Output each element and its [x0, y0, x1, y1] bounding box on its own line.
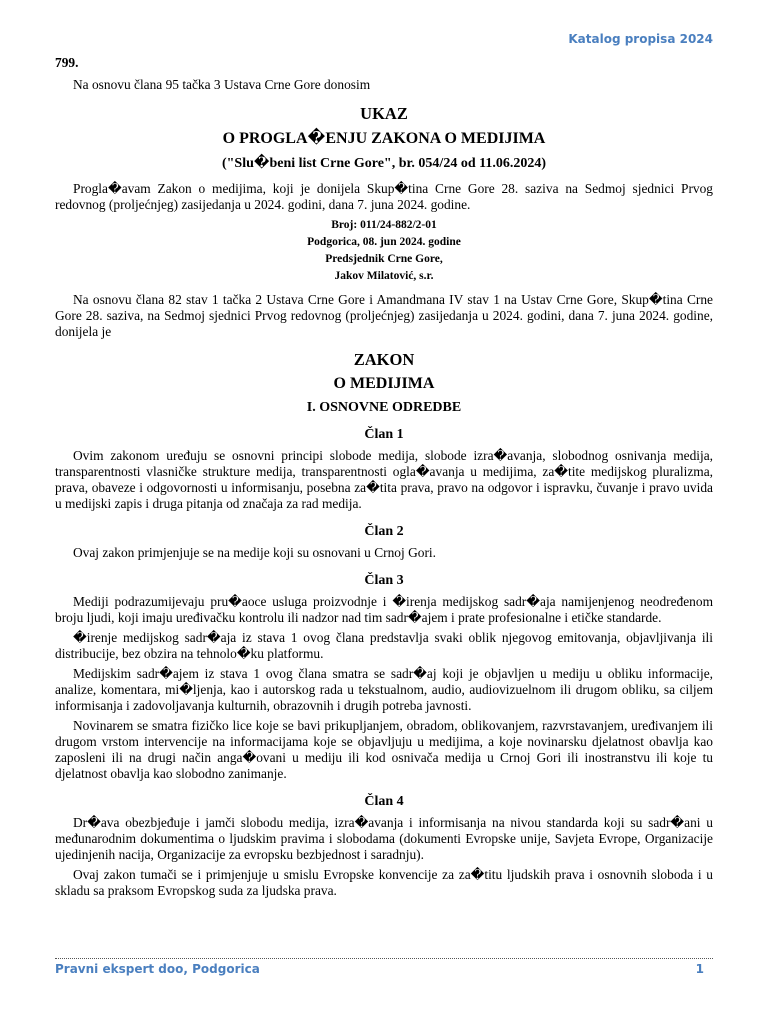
- intro-paragraph: Na osnovu člana 95 tačka 3 Ustava Crne Gore donosim: [73, 77, 371, 92]
- article-3-paragraph-3: Medijskim sadr�ajem iz stava 1 ovog člana smatra se sadr�aj koji je objavljen u mediju u obliku informacije, analize, komentara, mi�ljenja, kao i autorskog rada u tekstualnom, audio, audiovizuelnom ili drugom obliku, sa ciljem informisanja i zadovoljavanja kulturnih, obrazovnih i drugih potreba javnosti.: [55, 666, 713, 713]
- footer-page-number: 1: [695, 962, 704, 976]
- article-3-paragraph-1: Mediji podrazumijevaju pru�aoce usluga proizvodnje i �irenja medijskog sadr�aja namijenjenog neodređenom broju ljudi, koji imaju uređivačku kontrolu ili nadzor nad tim sadr�ajem i prate profesionalne i etičke standarde.: [55, 594, 713, 625]
- article-3-paragraph-4: Novinarem se smatra fizičko lice koje se bavi prikupljanjem, obradom, oblikovanjem, razvrstavanjem, uređivanjem ili drugom vrstom intervencije na informacijama koje se objavljuju u medijima, a koje novinarsku djelatnost obavlja kao zaposleni ili na drugi način anga�ovani u mediju ili kod osnivača medija u Crnoj Gori ili inostranstvu ili koje tu djelatnost obavlja kao slobodno zanimanje.: [55, 718, 713, 781]
- catalog-header: Katalog propisa 2024: [568, 32, 713, 46]
- page-footer: [55, 958, 713, 976]
- ukaz-title: UKAZ: [360, 104, 408, 123]
- zakon-subtitle: O MEDIJIMA: [333, 375, 435, 392]
- footer-company: Pravni ekspert doo, Podgorica: [55, 962, 260, 976]
- zakon-title: ZAKON: [353, 350, 415, 369]
- article-4-paragraph-2: Ovaj zakon tumači se i primjenjuje u smislu Evropske konvencije za za�titu ljudskih prava i osnovnih sloboda i u skladu sa praksom Evropskog suda za ljudska prava.: [55, 867, 713, 898]
- signature-place-date: Podgorica, 08. jun 2024. godine: [307, 236, 461, 248]
- signature-block: [55, 217, 713, 285]
- article-1-paragraph: Ovim zakonom uređuju se osnovni principi slobode medija, slobode izra�avanja, slobodnog osnivanja medija, transparentnosti vlasničke strukture medija, transparentnosti ogla�avanja u medijima, za�tite medijskog pluralizma, prava, obaveze i odgovornosti u informisanju, posebna za�tita prava, pravo na odgovor i ispravku, čuvanje i pravo uvida u medijski zapis i druga pitanja od značaja za rad medija.: [55, 448, 713, 511]
- gazette-reference: ("Slu�beni list Crne Gore", br. 054/24 od 11.06.2024): [222, 156, 546, 171]
- proclamation-paragraph: Progla�avam Zakon o medijima, koji je donijela Skup�tina Crne Gore 28. saziva na Sedmoj sjednici Prvog redovnog (proljećnjeg) zasijedanja u 2024. godini, dana 7. juna 2024. godine.: [55, 181, 713, 212]
- article-3-title: Član 3: [364, 573, 404, 588]
- article-2-title: Član 2: [364, 524, 404, 539]
- document-body: [55, 55, 713, 903]
- signature-number: Broj: 011/24-882/2-01: [331, 219, 437, 231]
- ukaz-subtitle: O PROGLA�ENJU ZAKONA O MEDIJIMA: [222, 130, 546, 147]
- signature-role: Predsjednik Crne Gore,: [325, 253, 443, 265]
- signature-name: Jakov Milatović, s.r.: [334, 270, 434, 282]
- article-2-paragraph: Ovaj zakon primjenjuje se na medije koji su osnovani u Crnoj Gori.: [73, 545, 436, 560]
- basis-paragraph: Na osnovu člana 82 stav 1 tačka 2 Ustava Crne Gore i Amandmana IV stav 1 na Ustav Crne Gore, Skup�tina Crne Gore 28. saziva, na Sedmoj sjednici Prvog redovnog (proljećnjeg) zasijedanja u 2024. godini, dana 7. juna 2024. godine, donijela je: [55, 292, 713, 339]
- article-4-paragraph-1: Dr�ava obezbjeđuje i jamči slobodu medija, izra�avanja i informisanja na nivou standarda koji su sadr�ani u međunarodnim dokumentima o ljudskim pravima i slobodama (dokumenti Evropske unije, Savjeta Evrope, Organizacije ujedinjenih nacija, Organizacije za evropsku bezbjednost i saradnju).: [55, 815, 713, 862]
- regulation-number: 799.: [55, 55, 79, 70]
- section-heading: I. OSNOVNE ODREDBE: [306, 400, 462, 415]
- article-3-paragraph-2: �irenje medijskog sadr�aja iz stava 1 ovog člana predstavlja svaki oblik njegovog emitovanja, objavljivanja ili distribucije, bez obzira na tehnolo�ku platformu.: [55, 630, 713, 661]
- article-1-title: Član 1: [364, 427, 404, 442]
- article-4-title: Član 4: [364, 794, 404, 809]
